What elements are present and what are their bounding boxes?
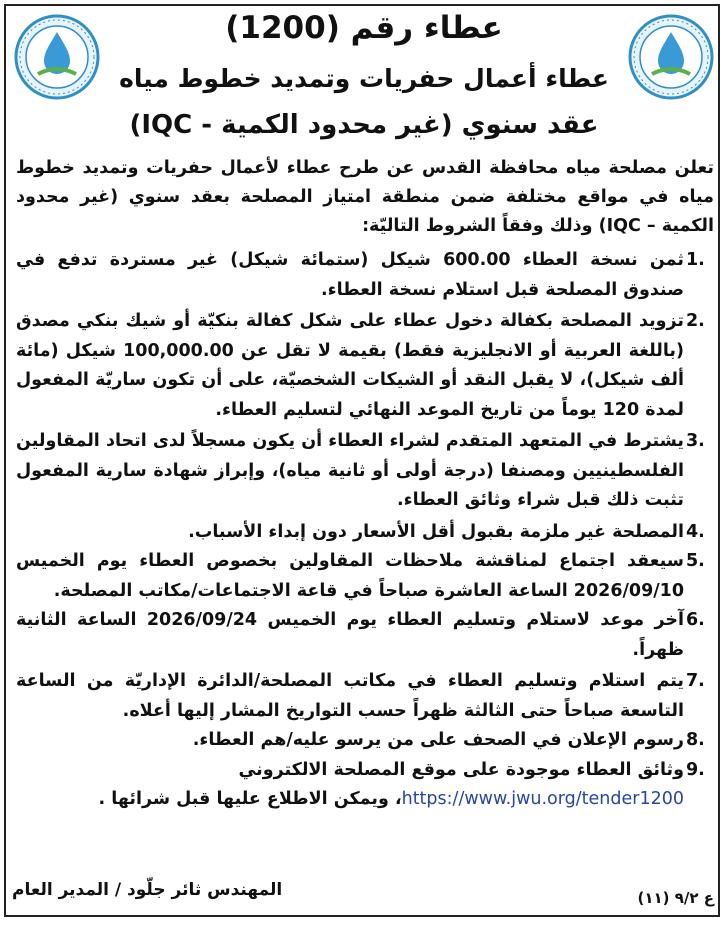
condition-number: 8. xyxy=(686,730,705,750)
condition-number: 6. xyxy=(686,610,705,630)
condition-number: 7. xyxy=(686,671,705,691)
contract-type: عقد سنوي (غير محدود الكمية - IQC) xyxy=(129,110,599,140)
condition-text: وثائق العطاء موجودة على موقع المصلحة الالكتروني xyxy=(238,759,684,780)
conditions-list xyxy=(16,246,714,815)
condition-number: 3. xyxy=(686,431,705,451)
condition-item xyxy=(16,246,714,305)
water-utility-logo xyxy=(14,14,100,100)
condition-text: يتم استلام وتسليم العطاء في مكاتب المصلحة/الدائرة الإداريّة من الساعة التاسعة صباحاً حتى الثالثة ظهراً حسب التواريخ المشار إليها أعلاه. xyxy=(16,671,684,721)
intro-paragraph: تعلن مصلحة مياه محافظة القدس عن طرح عطاء لأعمال حفريات وتمديد خطوط مياه في مواقع مختلفة ضمن منطقة امتياز المصلحة بعقد سنوي (غير محدود الكمية – IQC) وذلك وفقاً الشروط التاليّة: xyxy=(16,158,714,236)
condition-number: 1. xyxy=(686,250,705,270)
condition-item xyxy=(16,756,714,815)
condition-text: يشترط في المتعهد المتقدم لشراء العطاء أن يكون مسجلاً لدى اتحاد المقاولين الفلسطينيين ومصنفا (درجة أولى أو ثانية مياه)، وإبراز شهادة سارية المفعول تثبت ذلك قبل شراء وثائق العطاء. xyxy=(16,431,684,510)
water-utility-logo xyxy=(628,14,714,100)
condition-number: 2. xyxy=(686,311,705,331)
condition-item xyxy=(16,427,714,516)
reference-number: ع ٩/٢ (١١) xyxy=(637,889,714,907)
condition-item xyxy=(16,726,714,756)
condition-text: تزويد المصلحة بكفالة دخول عطاء على شكل كفالة بنكيّة أو شيك بنكي مصدق (باللغة العربية أو الانجليزية فقط) بقيمة لا تقل عن 100,000.00 شيكل (مائة ألف شيكل)، لا يقبل النقد أو الشيكات الشخصيّة، على أن تكون ساريّة المفعول لمدة 120 يوماً من تاريخ الموعد النهائي لتسليم العطاء. xyxy=(16,311,684,420)
condition-text: رسوم الإعلان في الصحف على من يرسو عليه/هم العطاء. xyxy=(192,730,684,750)
condition-number: 5. xyxy=(686,551,705,571)
condition-number: 4. xyxy=(686,521,705,542)
condition-item xyxy=(16,307,714,425)
condition-text: سيعقد اجتماع لمناقشة ملاحظات المقاولين بخصوص العطاء يوم الخميس 2026/09/10 الساعة العاشرة صباحاً في قاعة الاجتماعات/مكاتب المصلحة. xyxy=(16,551,684,601)
condition-number: 9. xyxy=(686,759,705,780)
tender-title: عطاء رقم (1200) xyxy=(225,10,503,46)
condition-text: آخر موعد لاستلام وتسليم العطاء يوم الخميس 2026/09/24 الساعة الثانية ظهراً. xyxy=(16,610,684,660)
condition-item xyxy=(16,547,714,606)
condition-text: ثمن نسخة العطاء 600.00 شيكل (ستمائة شيكل) غير مستردة تدفع في صندوق المصلحة قبل استلام نسخة العطاء. xyxy=(16,250,684,300)
tender-subtitle: عطاء أعمال حفريات وتمديد خطوط مياه xyxy=(119,64,609,93)
condition-item xyxy=(16,667,714,726)
condition-item xyxy=(16,518,714,548)
condition-item xyxy=(16,606,714,665)
condition-text-continued: ، ويمكن الاطلاع عليها قبل شرائها . xyxy=(98,789,402,809)
tender-website-link[interactable]: https://www.jwu.org/tender1200 xyxy=(401,789,684,809)
condition-text: المصلحة غير ملزمة بقبول أقل الأسعار دون إبداء الأسباب. xyxy=(188,521,684,542)
signature: المهندس ثائر جلّود / المدير العام xyxy=(12,880,283,900)
